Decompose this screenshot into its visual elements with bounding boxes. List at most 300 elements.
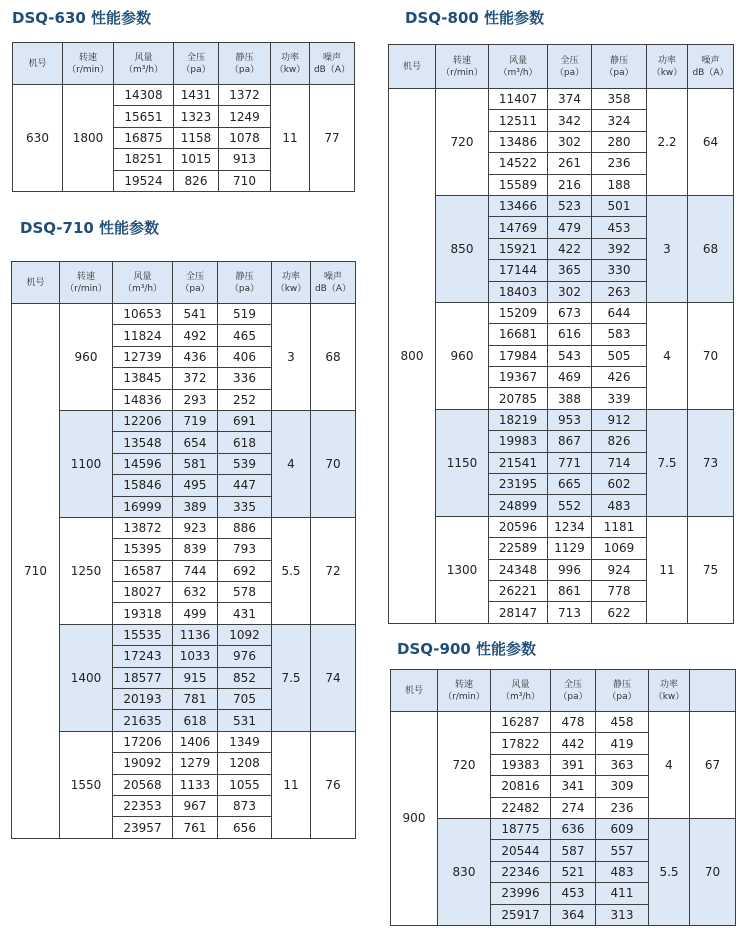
power-cell: 7.5 <box>272 624 311 731</box>
header-static-pressure <box>219 43 271 85</box>
noise-cell: 76 <box>311 731 356 838</box>
header-airflow <box>491 670 551 712</box>
airflow-cell: 17206 <box>113 731 173 752</box>
header-power-label: 功率 <box>657 55 676 66</box>
header-noise <box>311 262 356 304</box>
airflow-cell: 19383 <box>491 754 551 775</box>
noise-cell: 70 <box>311 410 356 517</box>
table-row <box>389 302 734 323</box>
header-noise-unit: dB（A） <box>313 64 351 75</box>
static-pressure-cell: 431 <box>218 603 272 624</box>
static-pressure-cell: 406 <box>218 346 272 367</box>
airflow-cell: 23996 <box>491 883 551 904</box>
static-pressure-cell: 501 <box>592 195 647 216</box>
header-noise-unit: dB（A） <box>692 67 729 78</box>
airflow-cell: 11407 <box>489 89 548 110</box>
header-power-label: 功率 <box>659 679 678 690</box>
total-pressure-cell: 826 <box>174 170 219 191</box>
static-pressure-cell: 324 <box>592 110 647 131</box>
total-pressure-cell: 389 <box>173 496 218 517</box>
airflow-cell: 13466 <box>489 195 548 216</box>
airflow-cell: 13872 <box>113 517 173 538</box>
noise-cell: 68 <box>311 304 356 411</box>
airflow-cell: 17822 <box>491 733 551 754</box>
total-pressure-cell: 1431 <box>174 85 219 106</box>
airflow-cell: 18403 <box>489 281 548 302</box>
static-pressure-cell: 1349 <box>218 731 272 752</box>
total-pressure-cell: 216 <box>548 174 592 195</box>
static-pressure-cell: 1092 <box>218 624 272 645</box>
total-pressure-cell: 372 <box>173 368 218 389</box>
static-pressure-cell: 531 <box>218 710 272 731</box>
power-cell: 3 <box>647 195 688 302</box>
header-airflow <box>114 43 174 85</box>
header-model <box>12 262 60 304</box>
power-cell: 11 <box>647 516 688 623</box>
total-pressure-cell: 365 <box>548 260 592 281</box>
total-pressure-cell: 616 <box>548 324 592 345</box>
power-cell: 5.5 <box>649 818 690 925</box>
total-pressure-cell: 839 <box>173 539 218 560</box>
airflow-cell: 17243 <box>113 646 173 667</box>
static-pressure-cell: 336 <box>218 368 272 389</box>
static-pressure-cell: 793 <box>218 539 272 560</box>
airflow-cell: 14308 <box>114 85 174 106</box>
total-pressure-cell: 302 <box>548 131 592 152</box>
airflow-cell: 16287 <box>491 712 551 733</box>
header-total-pressure-label: 全压 <box>563 679 582 690</box>
total-pressure-cell: 581 <box>173 453 218 474</box>
noise-cell: 64 <box>688 89 734 196</box>
total-pressure-cell: 541 <box>173 304 218 325</box>
table-title-dsq710: DSQ-710 性能参数 <box>20 219 160 237</box>
static-pressure-cell: 335 <box>218 496 272 517</box>
static-pressure-cell: 578 <box>218 582 272 603</box>
airflow-cell: 19092 <box>113 753 173 774</box>
header-noise-unit: dB（A） <box>314 283 352 294</box>
header-total-pressure-label: 全压 <box>186 52 205 63</box>
header-power <box>271 43 310 85</box>
header-static-pressure-unit: （pa） <box>607 691 637 702</box>
airflow-cell: 16681 <box>489 324 548 345</box>
static-pressure-cell: 602 <box>592 474 647 495</box>
header-total-pressure-label: 全压 <box>560 55 579 66</box>
total-pressure-cell: 1136 <box>173 624 218 645</box>
static-pressure-cell: 453 <box>592 217 647 238</box>
total-pressure-cell: 618 <box>173 710 218 731</box>
power-cell: 5.5 <box>272 517 311 624</box>
airflow-cell: 19367 <box>489 367 548 388</box>
static-pressure-cell: 419 <box>596 733 649 754</box>
header-model-label: 机号 <box>26 277 45 288</box>
airflow-cell: 24899 <box>489 495 548 516</box>
table-row <box>13 85 355 106</box>
static-pressure-cell: 1208 <box>218 753 272 774</box>
static-pressure-cell: 873 <box>218 795 272 816</box>
header-noise <box>688 45 734 89</box>
table-row <box>391 712 736 733</box>
header-power-label: 功率 <box>281 271 300 282</box>
airflow-cell: 20193 <box>113 689 173 710</box>
header-model <box>389 45 436 89</box>
static-pressure-cell: 411 <box>596 883 649 904</box>
total-pressure-cell: 374 <box>548 89 592 110</box>
header-power <box>647 45 688 89</box>
header-speed-unit: （r/min） <box>65 283 107 294</box>
speed-cell: 1400 <box>60 624 113 731</box>
header-noise-label: 噪声 <box>322 52 341 63</box>
static-pressure-cell: 519 <box>218 304 272 325</box>
airflow-cell: 15535 <box>113 624 173 645</box>
speed-cell: 1100 <box>60 410 113 517</box>
speed-cell: 830 <box>438 818 491 925</box>
static-pressure-cell: 924 <box>592 559 647 580</box>
static-pressure-cell: 656 <box>218 817 272 838</box>
header-speed <box>60 262 113 304</box>
speed-cell: 720 <box>438 712 491 819</box>
airflow-cell: 26221 <box>489 580 548 601</box>
static-pressure-cell: 458 <box>596 712 649 733</box>
total-pressure-cell: 442 <box>551 733 596 754</box>
noise-cell: 77 <box>310 85 355 192</box>
total-pressure-cell: 761 <box>173 817 218 838</box>
static-pressure-cell: 1181 <box>592 516 647 537</box>
power-cell: 11 <box>272 731 311 838</box>
total-pressure-cell: 469 <box>548 367 592 388</box>
static-pressure-cell: 976 <box>218 646 272 667</box>
header-power <box>649 670 690 712</box>
static-pressure-cell: 252 <box>218 389 272 410</box>
header-speed-label: 转速 <box>454 679 473 690</box>
total-pressure-cell: 665 <box>548 474 592 495</box>
header-static-pressure-unit: （pa） <box>229 283 260 294</box>
total-pressure-cell: 996 <box>548 559 592 580</box>
power-cell: 11 <box>271 85 310 192</box>
total-pressure-cell: 302 <box>548 281 592 302</box>
airflow-cell: 12739 <box>113 346 173 367</box>
speed-cell: 1800 <box>63 85 114 192</box>
total-pressure-cell: 771 <box>548 452 592 473</box>
airflow-cell: 15651 <box>114 106 174 127</box>
airflow-cell: 14836 <box>113 389 173 410</box>
total-pressure-cell: 478 <box>551 712 596 733</box>
header-speed-label: 转速 <box>78 52 97 63</box>
static-pressure-cell: 539 <box>218 453 272 474</box>
static-pressure-cell: 1078 <box>219 127 271 148</box>
total-pressure-cell: 1406 <box>173 731 218 752</box>
power-cell: 4 <box>649 712 690 819</box>
header-static-pressure-label: 静压 <box>609 55 628 66</box>
static-pressure-cell: 705 <box>218 689 272 710</box>
static-pressure-cell: 447 <box>218 475 272 496</box>
static-pressure-cell: 852 <box>218 667 272 688</box>
airflow-cell: 20785 <box>489 388 548 409</box>
airflow-cell: 13486 <box>489 131 548 152</box>
static-pressure-cell: 263 <box>592 281 647 302</box>
airflow-cell: 16587 <box>113 560 173 581</box>
table-row <box>12 517 356 538</box>
total-pressure-cell: 654 <box>173 432 218 453</box>
static-pressure-cell: 583 <box>592 324 647 345</box>
header-airflow-unit: （m³/h） <box>123 64 164 75</box>
header-airflow-label: 风量 <box>508 55 527 66</box>
airflow-cell: 20816 <box>491 776 551 797</box>
header-static-pressure <box>596 670 649 712</box>
airflow-cell: 19318 <box>113 603 173 624</box>
table-title-dsq800: DSQ-800 性能参数 <box>405 9 545 27</box>
noise-cell: 68 <box>688 195 734 302</box>
total-pressure-cell: 342 <box>548 110 592 131</box>
airflow-cell: 21541 <box>489 452 548 473</box>
performance-table-dsq900 <box>390 669 736 926</box>
static-pressure-cell: 236 <box>592 153 647 174</box>
static-pressure-cell: 913 <box>219 149 271 170</box>
total-pressure-cell: 261 <box>548 153 592 174</box>
static-pressure-cell: 483 <box>592 495 647 516</box>
airflow-cell: 11824 <box>113 325 173 346</box>
total-pressure-cell: 713 <box>548 602 592 623</box>
header-airflow-unit: （m³/h） <box>498 67 538 78</box>
total-pressure-cell: 781 <box>173 689 218 710</box>
performance-table-dsq800 <box>388 44 734 624</box>
total-pressure-cell: 923 <box>173 517 218 538</box>
header-airflow-label: 风量 <box>511 679 530 690</box>
static-pressure-cell: 714 <box>592 452 647 473</box>
airflow-cell: 14769 <box>489 217 548 238</box>
header-speed-unit: （r/min） <box>441 67 483 78</box>
airflow-cell: 21635 <box>113 710 173 731</box>
speed-cell: 1550 <box>60 731 113 838</box>
static-pressure-cell: 280 <box>592 131 647 152</box>
performance-table-dsq630 <box>12 42 355 192</box>
static-pressure-cell: 236 <box>596 797 649 818</box>
total-pressure-cell: 587 <box>551 840 596 861</box>
total-pressure-cell: 543 <box>548 345 592 366</box>
model-cell: 630 <box>13 85 63 192</box>
power-cell: 4 <box>647 302 688 409</box>
airflow-cell: 22482 <box>491 797 551 818</box>
total-pressure-cell: 274 <box>551 797 596 818</box>
table-title-dsq900: DSQ-900 性能参数 <box>397 640 537 658</box>
static-pressure-cell: 691 <box>218 410 272 431</box>
total-pressure-cell: 1158 <box>174 127 219 148</box>
airflow-cell: 24348 <box>489 559 548 580</box>
static-pressure-cell: 826 <box>592 431 647 452</box>
header-noise-blank <box>690 670 736 712</box>
header-speed-label: 转速 <box>76 271 95 282</box>
total-pressure-cell: 552 <box>548 495 592 516</box>
power-cell: 7.5 <box>647 409 688 516</box>
header-total-pressure <box>174 43 219 85</box>
total-pressure-cell: 861 <box>548 580 592 601</box>
header-power-unit: （kw） <box>274 64 306 75</box>
total-pressure-cell: 479 <box>548 217 592 238</box>
static-pressure-cell: 886 <box>218 517 272 538</box>
total-pressure-cell: 1323 <box>174 106 219 127</box>
static-pressure-cell: 622 <box>592 602 647 623</box>
airflow-cell: 16999 <box>113 496 173 517</box>
total-pressure-cell: 453 <box>551 883 596 904</box>
airflow-cell: 28147 <box>489 602 548 623</box>
header-speed <box>436 45 489 89</box>
static-pressure-cell: 618 <box>218 432 272 453</box>
static-pressure-cell: 1249 <box>219 106 271 127</box>
header-static-pressure-unit: （pa） <box>229 64 260 75</box>
static-pressure-cell: 339 <box>592 388 647 409</box>
header-airflow-unit: （m³/h） <box>122 283 163 294</box>
total-pressure-cell: 673 <box>548 302 592 323</box>
total-pressure-cell: 744 <box>173 560 218 581</box>
table-row <box>389 195 734 216</box>
static-pressure-cell: 358 <box>592 89 647 110</box>
static-pressure-cell: 313 <box>596 904 649 925</box>
header-power-unit: （kw） <box>651 67 683 78</box>
table-row <box>389 409 734 430</box>
header-total-pressure-label: 全压 <box>185 271 204 282</box>
table-row <box>389 516 734 537</box>
header-total-pressure-unit: （pa） <box>181 64 211 75</box>
model-cell: 900 <box>391 712 438 926</box>
airflow-cell: 15209 <box>489 302 548 323</box>
airflow-cell: 12206 <box>113 410 173 431</box>
total-pressure-cell: 915 <box>173 667 218 688</box>
airflow-cell: 15589 <box>489 174 548 195</box>
static-pressure-cell: 188 <box>592 174 647 195</box>
table-header-row <box>391 670 736 712</box>
speed-cell: 1300 <box>436 516 489 623</box>
header-static-pressure-label: 静压 <box>235 271 254 282</box>
power-cell: 3 <box>272 304 311 411</box>
header-noise-label: 噪声 <box>701 55 720 66</box>
table-title-dsq630: DSQ-630 性能参数 <box>12 9 152 27</box>
header-total-pressure <box>551 670 596 712</box>
static-pressure-cell: 557 <box>596 840 649 861</box>
header-airflow-label: 风量 <box>133 271 152 282</box>
table-header-row <box>12 262 356 304</box>
airflow-cell: 22353 <box>113 795 173 816</box>
airflow-cell: 20568 <box>113 774 173 795</box>
static-pressure-cell: 363 <box>596 754 649 775</box>
airflow-cell: 22346 <box>491 861 551 882</box>
airflow-cell: 19983 <box>489 431 548 452</box>
noise-cell: 67 <box>690 712 736 819</box>
airflow-cell: 16875 <box>114 127 174 148</box>
header-power-unit: （kw） <box>653 691 685 702</box>
airflow-cell: 12511 <box>489 110 548 131</box>
table-row <box>389 89 734 110</box>
airflow-cell: 18027 <box>113 582 173 603</box>
static-pressure-cell: 1372 <box>219 85 271 106</box>
airflow-cell: 14596 <box>113 453 173 474</box>
airflow-cell: 18251 <box>114 149 174 170</box>
speed-cell: 850 <box>436 195 489 302</box>
total-pressure-cell: 521 <box>551 861 596 882</box>
header-speed-unit: （r/min） <box>67 64 109 75</box>
header-speed-label: 转速 <box>452 55 471 66</box>
total-pressure-cell: 1133 <box>173 774 218 795</box>
total-pressure-cell: 495 <box>173 475 218 496</box>
power-cell: 4 <box>272 410 311 517</box>
table-row <box>12 731 356 752</box>
table-row <box>12 304 356 325</box>
static-pressure-cell: 912 <box>592 409 647 430</box>
total-pressure-cell: 1279 <box>173 753 218 774</box>
airflow-cell: 13845 <box>113 368 173 389</box>
total-pressure-cell: 1033 <box>173 646 218 667</box>
table-row <box>391 818 736 839</box>
total-pressure-cell: 499 <box>173 603 218 624</box>
model-cell: 710 <box>12 304 60 839</box>
total-pressure-cell: 422 <box>548 238 592 259</box>
header-airflow-label: 风量 <box>134 52 153 63</box>
header-power-unit: （kw） <box>275 283 307 294</box>
airflow-cell: 20596 <box>489 516 548 537</box>
header-static-pressure-unit: （pa） <box>604 67 634 78</box>
airflow-cell: 13548 <box>113 432 173 453</box>
static-pressure-cell: 1055 <box>218 774 272 795</box>
static-pressure-cell: 644 <box>592 302 647 323</box>
table-header-row <box>389 45 734 89</box>
header-static-pressure <box>592 45 647 89</box>
header-noise-label: 噪声 <box>323 271 342 282</box>
airflow-cell: 19524 <box>114 170 174 191</box>
total-pressure-cell: 719 <box>173 410 218 431</box>
noise-cell: 73 <box>688 409 734 516</box>
header-model-label: 机号 <box>28 58 47 69</box>
header-static-pressure-label: 静压 <box>235 52 254 63</box>
header-total-pressure <box>548 45 592 89</box>
header-power <box>272 262 311 304</box>
noise-cell: 75 <box>688 516 734 623</box>
total-pressure-cell: 341 <box>551 776 596 797</box>
airflow-cell: 18577 <box>113 667 173 688</box>
header-noise <box>310 43 355 85</box>
airflow-cell: 17144 <box>489 260 548 281</box>
airflow-cell: 15921 <box>489 238 548 259</box>
header-airflow <box>489 45 548 89</box>
total-pressure-cell: 967 <box>173 795 218 816</box>
speed-cell: 960 <box>60 304 113 411</box>
static-pressure-cell: 505 <box>592 345 647 366</box>
header-static-pressure <box>218 262 272 304</box>
speed-cell: 1150 <box>436 409 489 516</box>
airflow-cell: 15846 <box>113 475 173 496</box>
noise-cell: 70 <box>688 302 734 409</box>
speed-cell: 960 <box>436 302 489 409</box>
airflow-cell: 17984 <box>489 345 548 366</box>
total-pressure-cell: 364 <box>551 904 596 925</box>
total-pressure-cell: 636 <box>551 818 596 839</box>
header-power-label: 功率 <box>280 52 299 63</box>
noise-cell: 72 <box>311 517 356 624</box>
total-pressure-cell: 953 <box>548 409 592 430</box>
static-pressure-cell: 483 <box>596 861 649 882</box>
speed-cell: 1250 <box>60 517 113 624</box>
model-cell: 800 <box>389 89 436 624</box>
total-pressure-cell: 1234 <box>548 516 592 537</box>
header-model-label: 机号 <box>402 61 421 72</box>
header-static-pressure-label: 静压 <box>612 679 631 690</box>
static-pressure-cell: 426 <box>592 367 647 388</box>
total-pressure-cell: 523 <box>548 195 592 216</box>
airflow-cell: 25917 <box>491 904 551 925</box>
noise-cell: 70 <box>690 818 736 925</box>
total-pressure-cell: 632 <box>173 582 218 603</box>
static-pressure-cell: 392 <box>592 238 647 259</box>
header-model <box>391 670 438 712</box>
header-speed <box>438 670 491 712</box>
header-total-pressure-unit: （pa） <box>558 691 588 702</box>
